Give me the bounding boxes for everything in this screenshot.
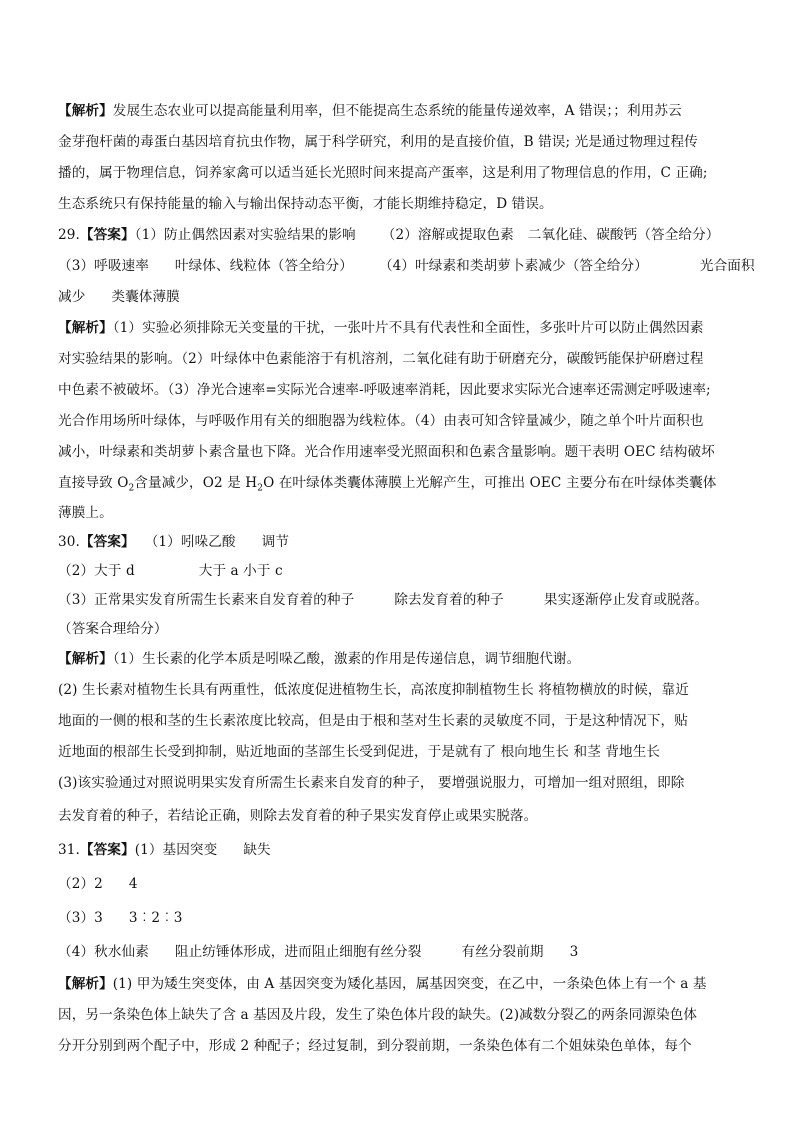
question-number: 30. bbox=[58, 534, 80, 550]
answer-line: （3）3 3︰2︰3 bbox=[58, 910, 183, 926]
text-line: (3)该实验通过对照说明果实发育所需生长素来自发育的种子， 要增强说服力，可增加一组对照组，即除 bbox=[58, 775, 685, 791]
answer-line: 31.【答案】(1）基因突变 缺失 bbox=[58, 842, 271, 858]
text-line: 中色素不被破坏。（3）净光合速率=实际光合速率-呼吸速率消耗，因此要求实际光合速率还需测定呼吸速率; bbox=[58, 382, 711, 398]
answer-line: （3）正常果实发育所需生长素来自发育着的种子 除去发育着的种子 果实逐渐停止发育或脱落。 bbox=[58, 592, 709, 608]
analysis-label: 【解析】 bbox=[58, 320, 113, 336]
text-line: 薄膜上。 bbox=[58, 505, 113, 521]
answer-line: （答案合理给分） bbox=[58, 621, 168, 637]
answer-line: （2）2 4 bbox=[58, 876, 138, 892]
answer-line: 29.【答案】（1）防止偶然因素对实验结果的影响 （2）溶解或提取色素 二氧化硅、碳酸钙（答全给分） bbox=[58, 227, 720, 243]
answer-page bbox=[58, 96, 755, 1062]
answer-line: （3）呼吸速率 叶绿体、线粒体（答全给分） （4）叶绿素和类胡萝卜素减少（答全给分） 光合面积 bbox=[58, 258, 755, 274]
analysis-label: 【解析】 bbox=[58, 103, 113, 119]
answer-label: 【答案】 bbox=[79, 842, 135, 858]
answer-line: （2）大于 d 大于 a 小于 c bbox=[58, 563, 283, 579]
text-line: 去发育着的种子，若结论正确，则除去发育着的种子果实发育停止或果实脱落。 bbox=[58, 808, 538, 824]
text-line: 播的，属于物理信息，饲养家禽可以适当延长光照时间来提高产蛋率，这是利用了物理信息的作用，C 正确; bbox=[58, 165, 708, 181]
answer-line: 减少 类囊体薄膜 bbox=[58, 289, 180, 305]
analysis-label: 【解析】 bbox=[58, 976, 113, 992]
text-line: 直接导致 $O_2$含量减少，O2 是 $H_2O$ 在叶绿体类囊体薄膜上光解产生，可推出 OEC 主要分布在叶绿体类囊体 bbox=[58, 475, 717, 494]
text-line: 【解析】(1) 甲为矮生突变体，由 A 基因突变为矮化基因，属基因突变，在乙中，一条染色体上有一个 a 基 bbox=[58, 976, 707, 992]
answer-line: 30.【答案】 （1）吲哚乙酸 调节 bbox=[58, 534, 290, 550]
text-line: 光合作用场所叶绿体，与呼吸作用有关的细胞器为线粒体。（4）由表可知含锌量减少，随之单个叶片面积也 bbox=[58, 413, 704, 429]
text-line: 分开分别到两个配子中，形成 2 种配子；经过复制，到分裂前期，一条染色体有二个姐妹染色单体，每个 bbox=[58, 1038, 692, 1054]
text-line: 【解析】（1）生长素的化学本质是吲哚乙酸，激素的作用是传递信息，调节细胞代谢。 bbox=[58, 651, 581, 667]
text-line: 地面的一侧的根和茎的生长素浓度比较高，但是由于根和茎对生长素的灵敏度不同，于是这种情况下，贴 bbox=[58, 713, 688, 729]
text-line: 因，另一条染色体上缺失了含 a 基因及片段，发生了染色体片段的缺失。(2)减数分裂乙的两条同源染色体 bbox=[58, 1007, 698, 1023]
question-number: 29. bbox=[58, 227, 80, 243]
text-line: 减小，叶绿素和类胡萝卜素含量也下降。光合作用速率受光照面积和色素含量影响。题干表明 OEC 结构破坏 bbox=[58, 444, 715, 460]
answer-label: 【答案】 bbox=[79, 227, 135, 243]
text-line: 【解析】发展生态农业可以提高能量利用率，但不能提高生态系统的能量传递效率，A 错误；；利用苏云 bbox=[58, 103, 682, 119]
answer-label: 【答案】 bbox=[79, 534, 135, 550]
text-line: 生态系统只有保持能量的输入与输出保持动态平衡，才能长期维持稳定，D 错误。 bbox=[58, 196, 553, 212]
text-line: 金芽孢杆菌的毒蛋白基因培育抗虫作物，属于科学研究，利用的是直接价值，B 错误; 光是通过物理过程传 bbox=[58, 134, 698, 150]
text-line: 近地面的根部生长受到抑制，贴近地面的茎部生长受到促进，于是就有了 根向地生长 和茎 背地生长 bbox=[58, 744, 661, 760]
text-line: (2) 生长素对植物生长具有两重性，低浓度促进植物生长，高浓度抑制植物生长 将植物横放的时候，靠近 bbox=[58, 682, 689, 698]
text-line: 对实验结果的影响。（2）叶绿体中色素能溶于有机溶剂，二氧化硅有助于研磨充分，碳酸钙能保护研磨过程 bbox=[58, 351, 704, 367]
question-number: 31. bbox=[58, 842, 80, 858]
answer-line: （4）秋水仙素 阻止纺锤体形成，进而阻止细胞有丝分裂 有丝分裂前期 3 bbox=[58, 944, 579, 960]
text-line: 【解析】（1）实验必须排除无关变量的干扰，一张叶片不具有代表性和全面性，多张叶片可以防止偶然因素 bbox=[58, 320, 704, 336]
analysis-label: 【解析】 bbox=[58, 651, 113, 667]
